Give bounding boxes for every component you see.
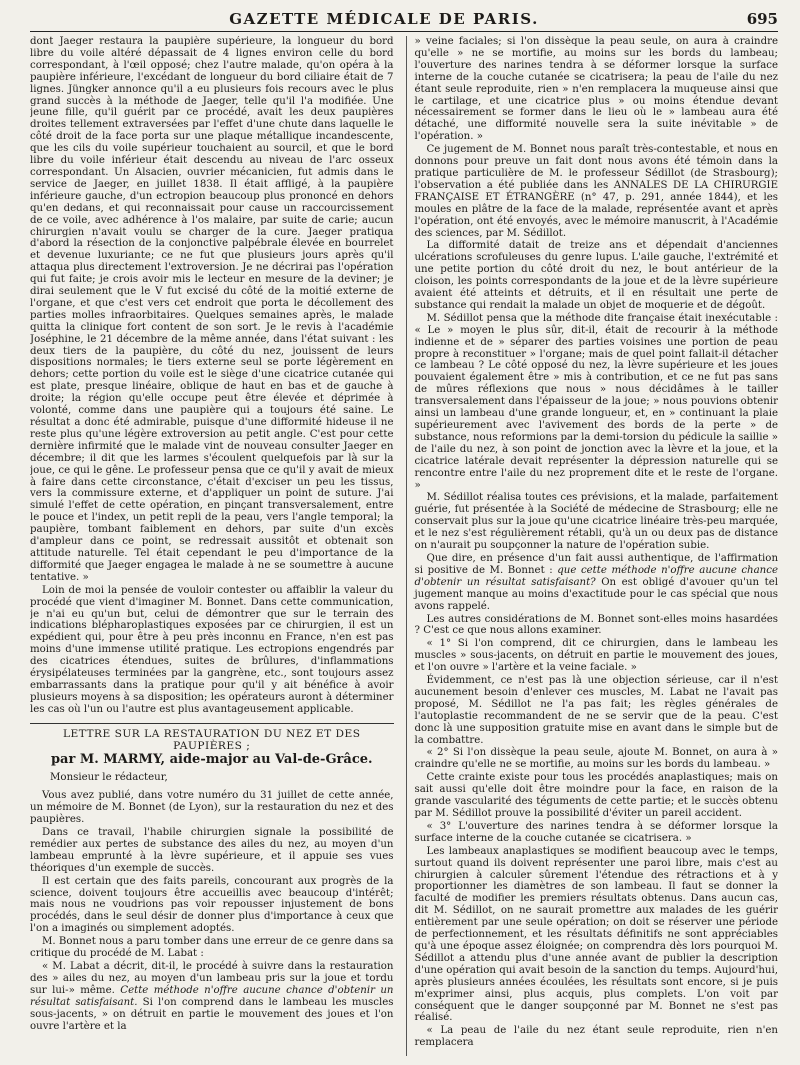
paragraph: » veine faciales; si l'on dissèque la peau seule, on aura à craindre qu'elle » ne se mortifie, au moins sur les bords du lambeau; l'ouverture des narines tendra à se déformer lorsque la surface interne de la couche cutanée se cicatrisera; la peau de l'aile du nez étant seule reproduite, rien » n'en remplacera la muqueuse ainsi que le cartilage, et une cicatrice plus » ou moins étendue devant nécessairement se former dans le lieu où le » lambeau aura été détaché, une difformité nouvelle sera la suite inévitable » de l'opération. » (414, 36, 778, 143)
paragraph: M. Sédillot pensa que la méthode dite française était inexécutable : « Le » moyen le plus sûr, dit-il, était de recourir à la méthode indienne et de » séparer des parties voisines une portion de peau propre à reconstituer » l'organe; mais de quel point fallait-il détacher ce lambeau ? Le côté opposé du nez, la lèvre supérieure et les joues pouvaient également être » mis à contribution, et ce ne fut pas sans de mûres réflexions que nous » nous décidâmes à le tailler transversalement dans l'épaisseur de la joue; » nous pouvions obtenir ainsi un lambeau d'une grande longueur, et, en » continuant la plaie supérieurement avec l'avivement des bords de la perte » de substance, nous reformions par la demi-torsion du pédicule la saillie » de l'aile du nez, à son point de jonction avec la lèvre et la joue, et la cicatrice latérale devait représenter la dépression naturelle qui se rencontre entre l'aile du nez proprement dite et le reste de l'organe. » (414, 312, 778, 491)
paragraph: Cette crainte existe pour tous les procédés anaplastiques; mais on sait aussi qu'elle doit être moindre pour la face, en raison de la grande vascularité des téguments de cette partie; et le succès obtenu par M. Sédillot prouve la possibilité d'éviter un pareil accident. (414, 772, 778, 819)
quote-text: Si l'on comprend dans le lambeau les muscles sous-jacents, » on détruit en partie le mouvement des joues et l'on ouvre l'artère et la (30, 996, 394, 1032)
paragraph: « La peau de l'aile du nez étant seule reproduite, rien n'en remplacera (414, 1025, 778, 1049)
quote-text: « M. Labat a décrit, dit-il, le procédé à suivre dans la restauration des » ailes du nez, au moyen d'un lambeau pris sur la joue et tordu sur lui-» même. (30, 960, 394, 996)
page-number: 695 (746, 10, 778, 28)
paragraph: Loin de moi la pensée de vouloir contester ou affaiblir la valeur du procédé que vient d'imaginer M. Bonnet. Dans cette communication, je n'ai eu qu'un but, celui de démontrer que sur le terrain des indications blépharoplastiques exposées par ce chirurgien, il est un expédient qui, pour être à peu près inconnu en France, n'en est pas moins d'une immense utilité pratique. Les ectropions engendrés par des cicatrices étendues, suites de brûlures, d'inflammations érysipélateuses terminées par la gangrène, etc., sont toujours assez embarrassants dans la pratique pour qu'il y ait bénéfice à avoir plusieurs moyens à sa disposition; les opérateurs auront à déterminer les cas où l'un ou l'autre est plus avantageusement applicable. (30, 584, 394, 715)
quote-paragraph (30, 961, 394, 1032)
section-title: LETTRE SUR LA RESTAURATION DU NEZ ET DES PAUPIÈRES ; (62, 727, 361, 752)
paragraph (415, 553, 779, 613)
paragraph-italic: que cette méthode n'offre aucune chance d'obtenir un résultat satisfaisant? (414, 564, 778, 588)
text-columns (30, 36, 778, 1056)
journal-title: GAZETTE MÉDICALE DE PARIS. (229, 10, 539, 28)
paragraph: dont Jaeger restaura la paupière supérieure, la longueur du bord libre du voile altéré dépassait de 4 lignes environ celle du bord correspondant, à l'œil opposé; chez l'autre malade, qu'on opéra à la paupière inférieure, l'excédant de longueur du bord ciliaire était de 7 lignes. Jüngker annonce qu'il a eu plusieurs fois recours avec le plus grand succès à la méthode de Jaeger, telle qu'il l'a modifiée. Une jeune fille, qu'il guérit par ce procédé, avait les deux paupières droites tellement extraversées par l'effet d'une chute dans laquelle le côté droit de la face porta sur une plaque métallique incandescente, que les cils du voile supérieur touchaient au sourcil, et que le bord libre du voile inférieur était descendu au niveau de l'arc osseux correspondant. Un Alsacien, ouvrier mécanicien, fut admis dans le service de Jaeger, en juillet 1838. Il était affligé, à la paupière inférieure gauche, d'un ectropion beaucoup plus prononcé en dehors qu'en dedans, et qui reconnaissait pour cause un raccourcissement de ce voile, avec adhérence à l'os malaire, par suite de carie; aucun chirurgien n'avait voulu se charger de la cure. Jaeger pratiqua d'abord la résection de la conjonctive palpébrale élevée en bourrelet et devenue luxuriante; ce ne fut que plusieurs jours après qu'il attaqua plus directement l'extroversion. Je ne décrirai pas l'opération qui fut faite; je crois avoir mis le lecteur en mesure de la deviner; je dirai seulement que le V fut excisé du côté de la moitié externe de l'organe, et que c'est vers cet endroit que porta le décollement des parties molles infraorbitaires. Quelques semaines après, le malade quitta la clinique fort content de son sort. Je le revis à l'académie Joséphine, le 21 décembre de la même année, dans l'état suivant : les deux tiers de la paupière, du côté du nez, jouissent de leurs dispositions normales; le tiers externe seul se porte légèrement en dehors; cette portion du voile est le siège d'une cicatrice cutanée qui est plate, presque linéaire, oblique de haut en bas et de gauche à droite; la région qu'elle occupe peut être élevée et déprimée à volonté, comme dans une paupière qui a toujours été saine. Le résultat a donc été admirable, puisque d'une difformité hideuse il ne reste plus qu'une légère extroversion au petit angle. C'est pour cette dernière infirmité que le malade vint de nouveau consulter Jaeger en décembre; il dit que les larmes s'écoulent quelquefois par là sur la joue, ce qui le gêne. Le professeur pensa que ce qu'il y avait de mieux à faire dans cette circonstance, c'était d'exciser un peu les tissus, vers la commissure externe, et d'appliquer un point de suture. J'ai simulé l'effet de cette opération, en pinçant transversalement, entre le pouce et l'index, un petit repli de la peau, vers l'angle temporal; la paupière, tombant faiblement en dehors, par suite d'un excès d'ampleur dans ce point, se redressait aussitôt et obtenait son attitude naturelle. Tel était cependant le peu d'importance de la difformité que Jaeger engagea le malade à ne se soumettre à aucune tentative. » (30, 36, 394, 583)
paragraph-text: Que dire, en présence d'un fait aussi authentique, de l'affirmation si positive de M. Bonnet : (414, 552, 778, 576)
paragraph-text: On est obligé d'avouer qu'un tel jugement manque au moins d'exactitude pour le cas spécial que nous avons rappelé. (414, 576, 778, 612)
paragraph: Les lambeaux anaplastiques se modifient beaucoup avec le temps, surtout quand ils doivent représenter une paroi libre, mais c'est au chirurgien à calculer sûrement l'étendue des rétractions et à y proportionner les diamètres de son lambeau. Il faut se donner la faculté de modifier les premiers résultats obtenus. Dans aucun cas, dit M. Sédillot, on ne saurait promettre aux malades de les guérir entièrement par une seule opération; on doit se réserver une période de perfectionnement, et les résultats définitifs ne sont appréciables qu'à une époque assez éloignée; on comprendra dès lors pourquoi M. Sédillot a attendu plus d'une année avant de publier la description d'une opération qui avait besoin de la sanction du temps. Aujourd'hui, après plusieurs années écoulées, les résultats sont encore, si je puis m'exprimer ainsi, plus acquis, plus complets. L'on voit par conséquent que le danger soupçonné par M. Bonnet ne s'est pas réalisé. (414, 845, 778, 1024)
paragraph: Vous avez publié, dans votre numéro du 31 juillet de cette année, un mémoire de M. Bonnet (de Lyon), sur la restauration du nez et des paupières. (30, 790, 394, 826)
paragraph: M. Sédillot réalisa toutes ces prévisions, et la malade, parfaitement guérie, fut présentée à la Société de médecine de Strasbourg; elle ne conservait plus sur la joue qu'une cicatrice linéaire très-peu marquée, et le nez s'est régulièrement rétabli, qu'à un ou deux pas de distance on n'aurait pu soupçonner la nature de l'opération subie. (414, 492, 778, 552)
paragraph: Il est certain que des faits pareils, concourant aux progrès de la science, doivent toujours être accueillis avec beaucoup d'intérêt; mais nous ne voudrions pas voir repousser injustement de bons procédés, dans le seul désir de donner plus d'importance à ceux que l'on a imaginés ou simplement adoptés. (30, 875, 394, 935)
section-author: par M. MARMY, aide-major au Val-de-Grâce. (50, 752, 373, 768)
right-column (406, 36, 779, 1056)
paragraph: Les autres considérations de M. Bonnet sont-elles moins hasardées ? C'est ce que nous allons examiner. (414, 613, 778, 637)
paragraph: Dans ce travail, l'habile chirurgien signale la possibilité de remédier aux pertes de substance des ailes du nez, au moyen d'un lambeau emprunté à la lèvre supérieure, et il appuie ses vues théoriques d'un exemple de succès. (30, 827, 394, 874)
paragraph: La difformité datait de treize ans et dépendait d'anciennes ulcérations scrofuleuses du genre lupus. L'aile gauche, l'extrémité et une petite portion du côté droit du nez, le bout antérieur de la cloison, les points correspondants de la joue et de la lèvre supérieure avaient été atteints et détruits, et il en résultait une perte de substance qui rendait la malade un objet de moquerie et de dégoût. (414, 240, 778, 311)
salutation: Monsieur le rédacteur, (50, 772, 168, 784)
paragraph: M. Bonnet nous a paru tomber dans une erreur de ce genre dans sa critique du procédé de M. Labat : (30, 936, 394, 960)
page-header (30, 10, 778, 32)
paragraph: Évidemment, ce n'est pas là une objection sérieuse, car il n'est aucunement besoin d'enlever ces muscles, M. Labat ne l'avait pas proposé, M. Sédillot ne l'a pas fait; les règles générales de l'autoplastie recommandent de ne se servir que de la peau. C'est donc là une supposition gratuite mise en avant dans le simple but de la combattre. (414, 675, 778, 746)
left-column (30, 36, 394, 1056)
paragraph: « 2° Si l'on dissèque la peau seule, ajoute M. Bonnet, on aura à » craindre qu'elle ne se mortifie, au moins sur les bords du lambeau. » (414, 747, 778, 771)
paragraph: Ce jugement de M. Bonnet nous paraît très-contestable, et nous en donnons pour preuve un fait dont nous avons été témoin dans la pratique particulière de M. le professeur Sédillot (de Strasbourg); l'observation a été publiée dans les ANNALES DE LA CHIRURGIE FRANÇAISE ET ÉTRANGÈRE (n° 47, p. 291, année 1844), et les moules en plâtre de la face de la malade, représentée avant et après l'opération, ont été envoyés, avec le mémoire manuscrit, à l'Académie des sciences, par M. Sédillot. (414, 144, 778, 239)
paragraph: « 1° Si l'on comprend, dit ce chirurgien, dans le lambeau les muscles » sous-jacents, on détruit en partie le mouvement des joues, et l'on ouvre » l'artère et la veine faciale. » (414, 638, 778, 674)
quote-italic: Cette méthode n'offre aucune chance d'obtenir un résultat satisfaisant. (30, 984, 394, 1008)
paragraph: « 3° L'ouverture des narines tendra à se déformer lorsque la surface interne de la couche cutanée se cicatrisera. » (414, 820, 778, 844)
section-divider (30, 723, 394, 724)
